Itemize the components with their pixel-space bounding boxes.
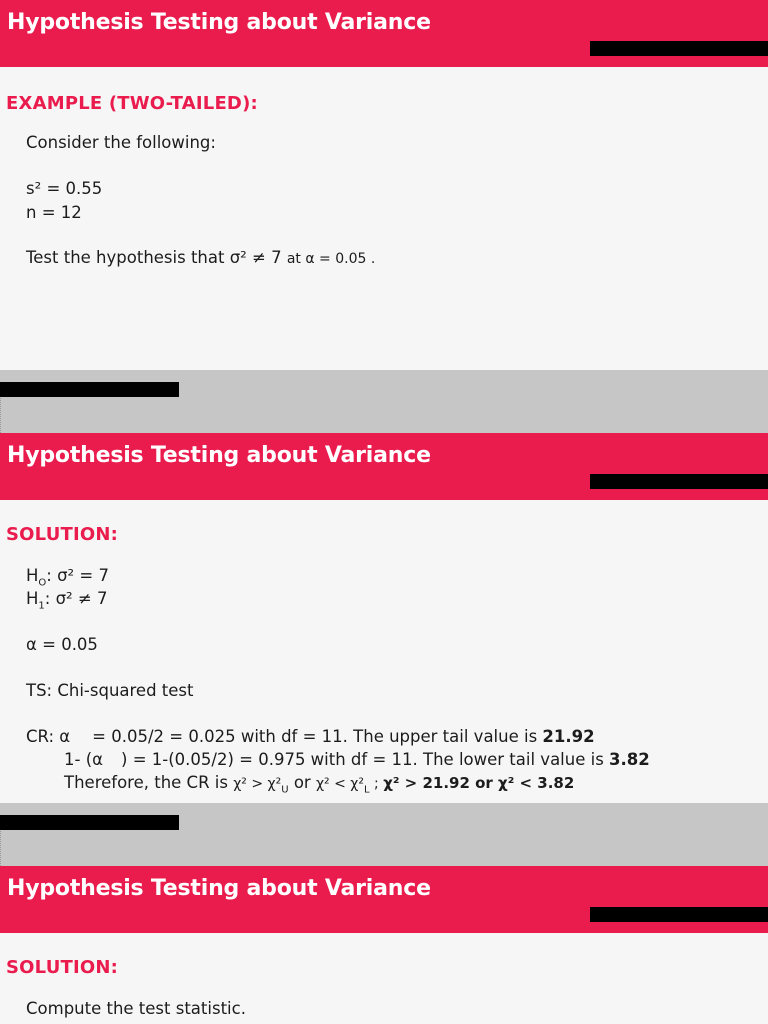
section-heading: SOLUTION: — [6, 524, 119, 545]
slide-title: Hypothesis Testing about Variance — [7, 443, 431, 468]
slide-gap — [0, 803, 768, 866]
null-hypothesis: $H_O$: σ² = 7 — [26, 566, 109, 589]
test-statement — [26, 248, 375, 267]
divider — [0, 398, 21, 433]
redaction-bar — [590, 474, 768, 489]
section-heading: SOLUTION: — [6, 957, 119, 978]
alternative-hypothesis: $H_1$: σ² ≠ 7 — [26, 589, 108, 612]
slide-1 — [0, 0, 768, 370]
slide-header — [0, 0, 768, 67]
slide-3 — [0, 866, 768, 1024]
slide-title: Hypothesis Testing about Variance — [7, 10, 431, 35]
test-statement-alpha: at α = 0.05 . — [286, 251, 376, 267]
section-heading: EXAMPLE (TWO-TAILED): — [6, 93, 258, 114]
sample-size: n = 12 — [26, 203, 82, 222]
slide-header — [0, 866, 768, 933]
slide-2 — [0, 433, 768, 803]
slide-header — [0, 433, 768, 500]
test-statement-main: Test the hypothesis that σ² ≠ 7 — [26, 248, 287, 267]
slide-gap — [0, 370, 768, 433]
compute-statement: Compute the test statistic. — [26, 999, 246, 1018]
divider — [0, 831, 21, 866]
redaction-bar — [0, 815, 179, 830]
redaction-bar — [590, 907, 768, 922]
critical-region-line-2: 1- (α ) = 1-(0.05/2) = 0.975 with df = 11. The lower tail value is 3.82 — [64, 750, 650, 769]
sample-variance: s² = 0.55 — [26, 179, 103, 198]
slide-title: Hypothesis Testing about Variance — [7, 876, 431, 901]
redaction-bar — [0, 382, 179, 397]
critical-region-line-3: Therefore, the CR is $\chi^2 > \chi^2_U$ or $\chi^2 < \chi^2_L$ ; χ² > 21.92 or χ² < 3.82 — [64, 773, 575, 796]
critical-region-line-1: CR: α = 0.05/2 = 0.025 with df = 11. The upper tail value is 21.92 — [26, 727, 595, 746]
intro-text: Consider the following: — [26, 133, 216, 152]
redaction-bar — [590, 41, 768, 56]
test-statistic-type: TS: Chi-squared test — [26, 681, 194, 700]
alpha-value: α = 0.05 — [26, 635, 98, 654]
